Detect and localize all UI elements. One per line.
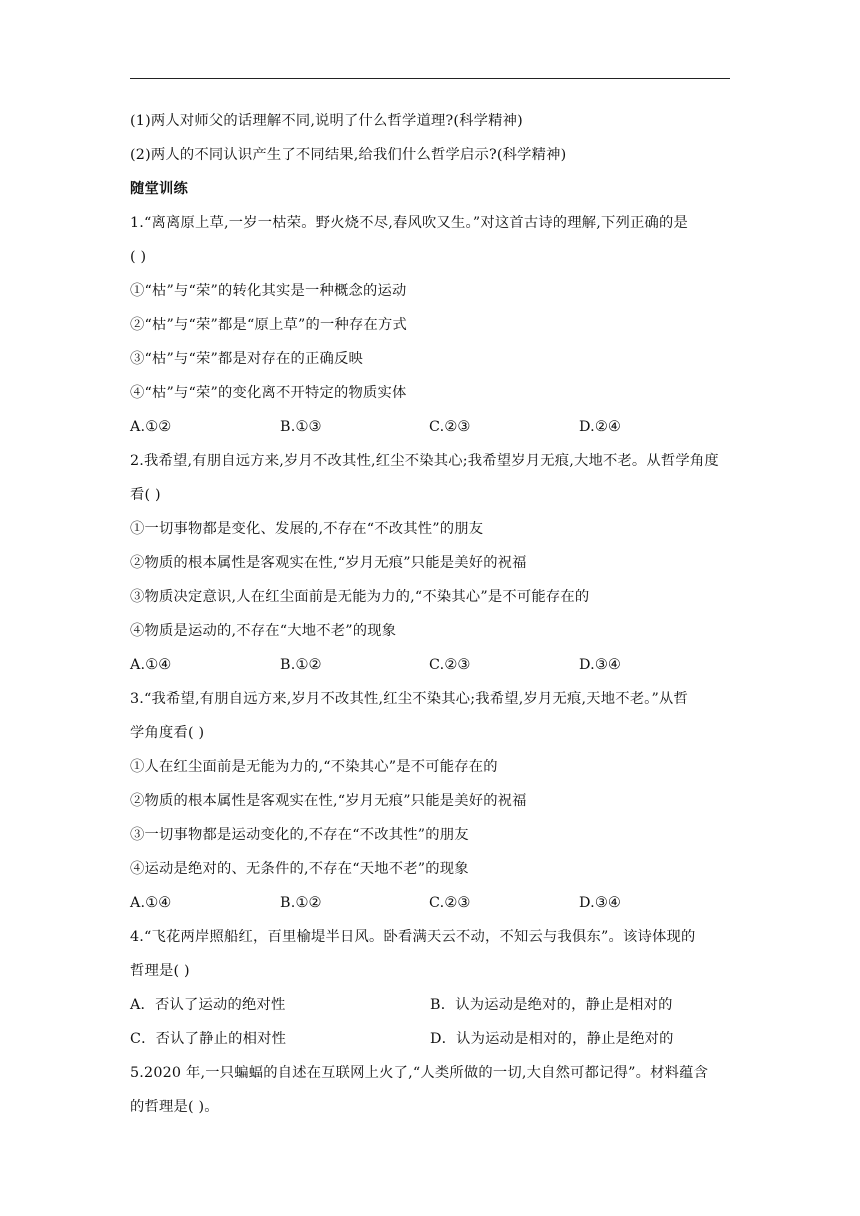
q2-item: ②物质的根本属性是客观实在性,“岁月无痕”只能是美好的祝福 [130, 555, 527, 571]
q4-stem-cont: 哲理是( ) [130, 963, 190, 979]
q1-option-a: A.①② [130, 419, 172, 435]
question-2-text: (2)两人的不同认识产生了不同结果,给我们什么哲学启示?(科学精神) [130, 147, 567, 163]
q1-option-d: D.②④ [579, 419, 621, 435]
q1-item: ①“枯”与“荣”的转化其实是一种概念的运动 [130, 283, 407, 299]
question-1-text: (1)两人对师父的话理解不同,说明了什么哲学道理?(科学精神) [130, 113, 523, 129]
q5-stem-cont: 的哲理是( )。 [130, 1099, 219, 1115]
q2-item: ④物质是运动的,不存在“大地不老”的现象 [130, 623, 397, 639]
q4-option-d: D．认为运动是相对的，静止是绝对的 [430, 1031, 674, 1047]
q2-stem-cont: 看( ) [130, 487, 161, 503]
q1-item: ②“枯”与“荣”都是“原上草”的一种存在方式 [130, 317, 408, 333]
q3-option-a: A.①④ [130, 895, 172, 911]
q4-option-a: A．否认了运动的绝对性 [130, 997, 286, 1013]
q5-stem: 5.2020 年,一只蝙蝠的自述在互联网上火了,“人类所做的一切,大自然可都记得”。材料蕴含 [130, 1065, 709, 1081]
q2-option-b: B.①② [280, 657, 322, 673]
q1-stem: 1.“离离原上草,一岁一枯荣。野火烧不尽,春风吹又生。”对这首古诗的理解,下列正确的是 [130, 215, 689, 231]
q2-option-a: A.①④ [130, 657, 172, 673]
q4-stem: 4.“飞花两岸照船红，百里榆堤半日风。卧看满天云不动，不知云与我俱东”。该诗体现的 [130, 929, 696, 945]
q1-stem-bracket: ( ) [130, 249, 147, 265]
q2-item: ①一切事物都是变化、发展的,不存在“不改其性”的朋友 [130, 521, 484, 537]
q2-stem: 2.我希望,有朋自远方来,岁月不改其性,红尘不染其心;我希望岁月无痕,大地不老。从哲学角度 [130, 453, 719, 469]
q2-option-c: C.②③ [429, 657, 471, 673]
q1-item: ④“枯”与“荣”的变化离不开特定的物质实体 [130, 385, 407, 401]
q4-option-b: B．认为运动是绝对的，静止是相对的 [430, 997, 673, 1013]
header-rule [130, 78, 730, 79]
q2-option-d: D.③④ [579, 657, 621, 673]
section-title: 随堂训练 [130, 181, 188, 197]
q1-option-c: C.②③ [429, 419, 471, 435]
q3-item: ②物质的根本属性是客观实在性,“岁月无痕”只能是美好的祝福 [130, 793, 527, 809]
q3-item: ④运动是绝对的、无条件的,不存在“天地不老”的现象 [130, 861, 469, 877]
q3-stem: 3.“我希望,有朋自远方来,岁月不改其性,红尘不染其心;我希望,岁月无痕,天地不老。”从哲 [130, 691, 689, 707]
q4-option-c: C．否认了静止的相对性 [130, 1031, 287, 1047]
q3-item: ①人在红尘面前是无能为力的,“不染其心”是不可能存在的 [130, 759, 498, 775]
q3-option-d: D.③④ [579, 895, 621, 911]
q2-item: ③物质决定意识,人在红尘面前是无能为力的,“不染其心”是不可能存在的 [130, 589, 590, 605]
q3-item: ③一切事物都是运动变化的,不存在“不改其性”的朋友 [130, 827, 469, 843]
q1-item: ③“枯”与“荣”都是对存在的正确反映 [130, 351, 363, 367]
q3-option-c: C.②③ [429, 895, 471, 911]
q1-option-b: B.①③ [280, 419, 322, 435]
q3-option-b: B.①② [280, 895, 322, 911]
q3-stem-cont: 学角度看( ) [130, 725, 205, 741]
